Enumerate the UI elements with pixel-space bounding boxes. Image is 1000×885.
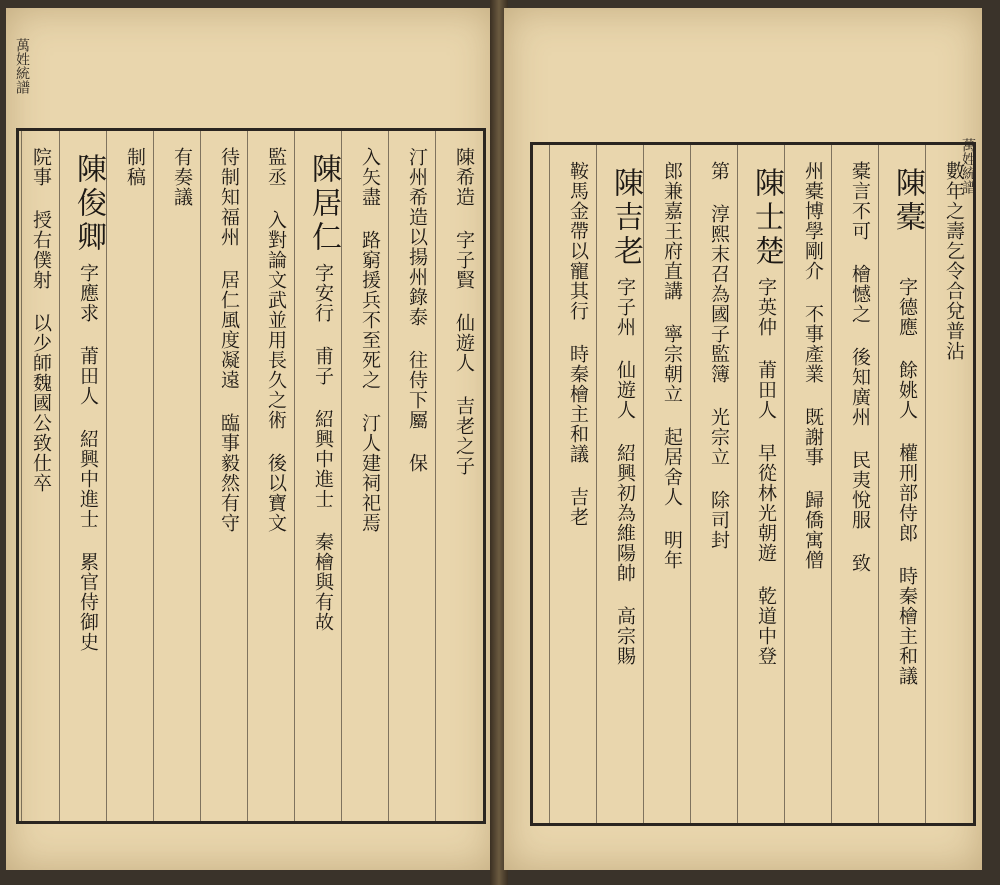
- column-text: 陳希造 字子賢 仙遊人 吉老之子: [453, 147, 475, 476]
- right-col-6: [690, 145, 738, 823]
- column-text: 字德應 餘姚人 權刑部侍郎 時秦檜主和議: [896, 277, 918, 686]
- right-col-5: [737, 145, 785, 823]
- right-text-frame: [530, 142, 976, 826]
- left-page-ear: 萬姓統譜: [14, 38, 30, 94]
- right-col-1: [925, 145, 973, 823]
- column-text: 郎兼嘉王府直講 寧宗朝立 起居舍人 明年: [661, 161, 683, 570]
- column-text: 字英仲 莆田人 早從林光朝遊 乾道中登: [755, 277, 777, 666]
- right-col-9: [549, 145, 597, 823]
- left-col-8: [106, 131, 154, 821]
- left-text-frame: [16, 128, 486, 824]
- column-text: 入矢盡 路窮援兵不至死之 汀人建祠祀焉: [359, 147, 381, 533]
- column-text: 數年之壽乞令合兌普沾: [943, 161, 965, 361]
- right-col-3: [831, 145, 879, 823]
- entry-name: 陳士楚: [749, 167, 784, 269]
- column-text: 州橐博學剛介 不事產業 既謝事 歸僑寓僧: [802, 161, 824, 570]
- left-col-1: [435, 131, 483, 821]
- left-col-4: [294, 131, 342, 821]
- left-col-6: [200, 131, 248, 821]
- right-col-7: [643, 145, 691, 823]
- column-text: 字子州 仙遊人 紹興初為維陽帥 高宗賜: [614, 277, 636, 666]
- left-col-2: [388, 131, 436, 821]
- entry-name: 陳橐: [890, 167, 925, 235]
- column-text: 第 淳熙末召為國子監簿 光宗立 除司封: [708, 161, 730, 550]
- column-text: 待制知福州 居仁風度凝遠 臨事毅然有守: [218, 147, 240, 533]
- left-col-9: [59, 131, 107, 821]
- column-text: 字應求 莆田人 紹興中進士 累官侍御史: [77, 263, 99, 652]
- column-text: 字安行 甫子 紹興中進士 秦檜與有故: [312, 263, 334, 632]
- left-col-7: [153, 131, 201, 821]
- column-text: 監丞 入對論文武並用長久之術 後以寶文: [265, 147, 287, 533]
- left-page: [6, 8, 494, 870]
- entry-name: 陳居仁: [306, 153, 341, 255]
- left-col-3: [341, 131, 389, 821]
- right-col-2: [878, 145, 926, 823]
- entry-name: 陳吉老: [608, 167, 643, 269]
- column-text: 院事 授右僕射 以少師魏國公致仕卒: [30, 147, 52, 493]
- right-page: [504, 8, 982, 870]
- right-col-4: [784, 145, 832, 823]
- entry-name: 陳俊卿: [71, 153, 106, 255]
- column-text: 汀州希造以揚州錄泰 往侍下屬 保: [406, 147, 428, 473]
- right-page-ear: 萬姓統譜: [960, 138, 976, 194]
- right-col-8: [596, 145, 644, 823]
- column-text: 制稿: [124, 147, 146, 187]
- column-text: 橐言不可 檜憾之 後知廣州 民夷悅服 致: [849, 161, 871, 573]
- left-col-5: [247, 131, 295, 821]
- column-text: 有奏議: [171, 147, 193, 207]
- column-text: 鞍馬金帶以寵其行 時秦檜主和議 吉老: [567, 161, 589, 527]
- left-col-10: [21, 131, 60, 821]
